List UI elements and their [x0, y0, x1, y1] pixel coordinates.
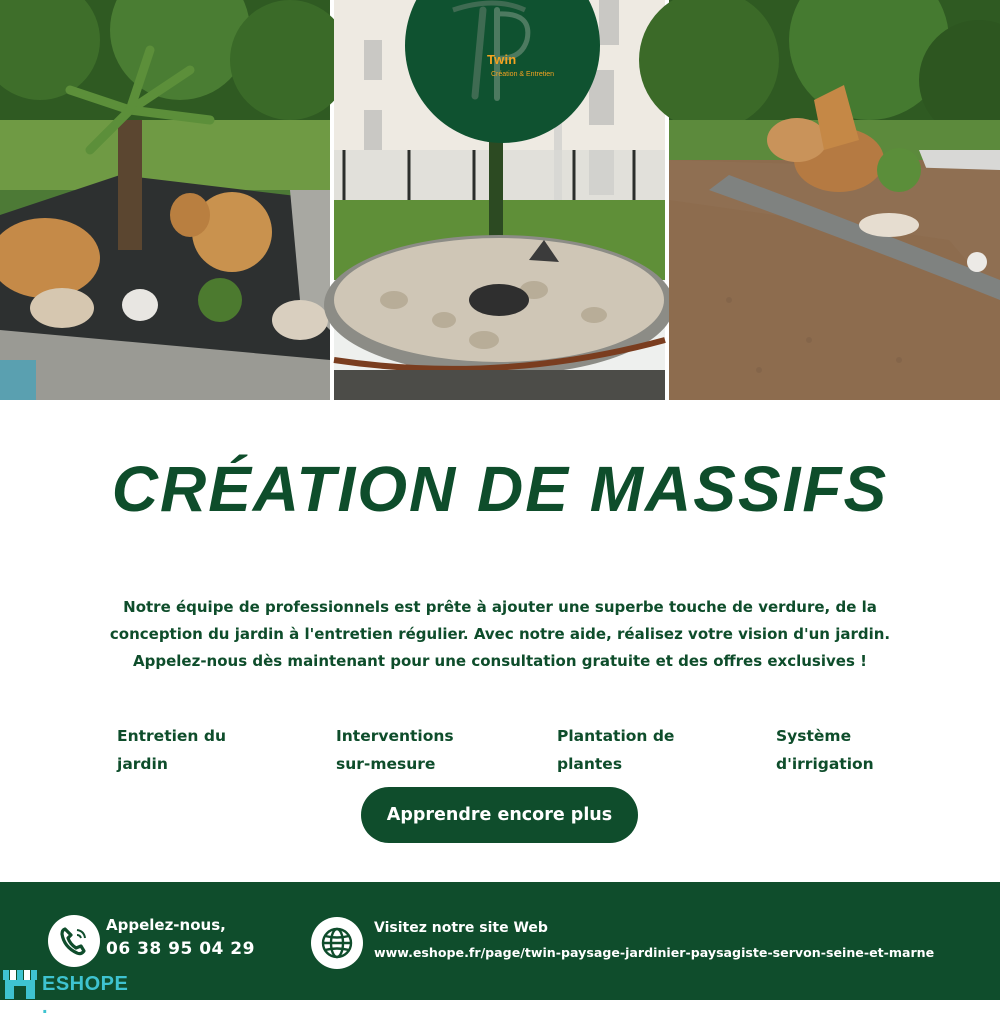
shop-icon — [2, 968, 38, 1000]
learn-more-button[interactable]: Apprendre encore plus — [361, 787, 638, 843]
website-label: Visitez notre site Web — [374, 920, 548, 936]
service-garden-maintenance: Entretien du jardin — [117, 727, 226, 773]
eshope-watermark — [0, 967, 140, 1018]
eshope-wordmark: ESHOPE . — [42, 973, 129, 1018]
service-planting: Plantation de plantes — [557, 727, 675, 773]
phone-label: Appelez-nous, — [106, 916, 226, 934]
description — [80, 594, 920, 675]
website-link[interactable]: www.eshope.fr/page/twin-paysage-jardinier-paysagiste-servon-seine-et-marne — [374, 945, 935, 960]
phone-icon[interactable] — [48, 915, 100, 967]
logo-name: Twin — [487, 52, 517, 67]
company-logo — [405, 0, 600, 143]
photo-strip — [0, 0, 1000, 400]
globe-icon[interactable] — [311, 917, 363, 969]
service-custom-interventions: Interventions sur-mesure — [336, 727, 454, 773]
phone-number[interactable]: 06 38 95 04 29 — [106, 939, 255, 959]
description-line: Notre équipe de professionnels est prête à ajouter une superbe touche de verdure, de la — [123, 598, 877, 616]
footer — [0, 882, 1000, 1000]
description-line: Appelez-nous dès maintenant pour une consultation gratuite et des offres exclusives ! — [133, 652, 867, 670]
logo-tagline: Création & Entretien — [491, 71, 555, 78]
service-irrigation: Système d'irrigation — [776, 727, 874, 773]
garden-photo-palm — [0, 0, 330, 400]
page-title: CRÉATION DE MASSIFS — [111, 453, 889, 525]
garden-photo-soil — [669, 0, 1000, 400]
description-line: conception du jardin à l'entretien régulier. Avec notre aide, réalisez votre vision d'un jardin. — [109, 625, 891, 643]
